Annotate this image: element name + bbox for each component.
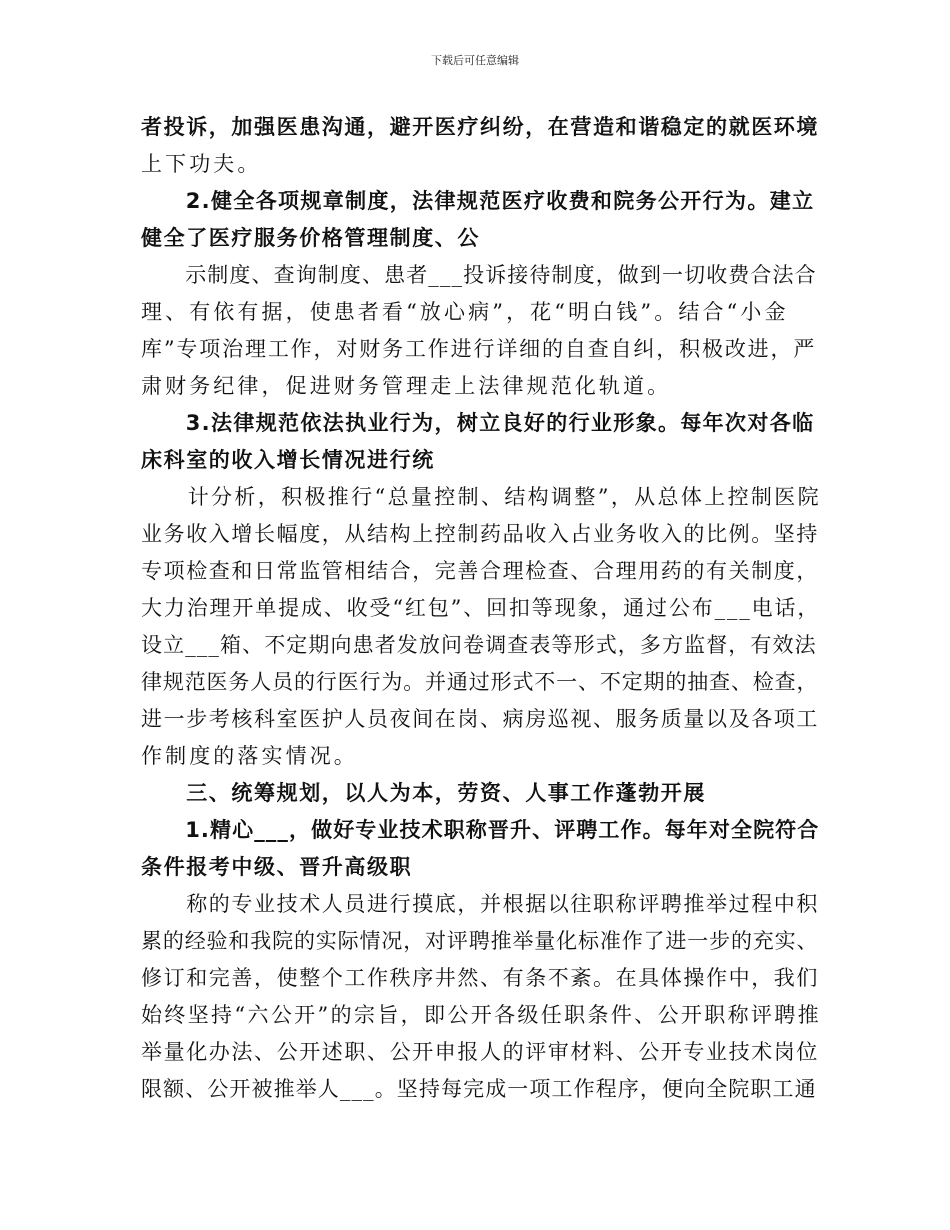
text-line: 称的专业技术人员进行摸底，并根据以往职称评聘推举过程中积 <box>141 892 819 916</box>
text-line: 床科室的收入增长情况进行统 <box>141 448 435 472</box>
text-line: 律规范医务人员的行医行为。并通过形式不一、不定期的抽查、检查， <box>141 670 819 694</box>
text-line: 示制度、查询制度、患者___投诉接待制度，做到一切收费合法合 <box>141 263 817 287</box>
text-line: 进一步考核科室医护人员夜间在岗、病房巡视、服务质量以及各项工 <box>141 707 819 731</box>
text-line: 累的经验和我院的实际情况，对评聘推举量化标准作了进一步的充实、 <box>141 929 819 953</box>
text-line: 专项检查和日常监管相结合，完善合理检查、合理用药的有关制度， <box>141 559 819 583</box>
text-line: 限额、公开被推举人___。坚持每完成一项工作程序，便向全院职工通 <box>141 1077 817 1101</box>
text-line: 作制度的落实情况。 <box>141 744 358 768</box>
text-line: 肃财务纪律，促进财务管理走上法律规范化轨道。 <box>141 374 672 398</box>
text-line: 1.精心___，做好专业技术职称晋升、评聘工作。每年对全院符合 <box>141 818 820 842</box>
text-line: 条件报考中级、晋升高级职 <box>141 855 413 879</box>
text-line: 健全了医疗服务价格管理制度、公 <box>141 226 480 250</box>
text-line: 始终坚持“六公开”的宗旨，即公开各级任职条件、公开职称评聘推 <box>141 1003 821 1027</box>
text-line: 三、统筹规划，以人为本，劳资、人事工作蓬勃开展 <box>141 781 706 805</box>
text-line: 者投诉，加强医患沟通，避开医疗纠纷，在营造和谐稳定的就医环境 <box>141 115 819 139</box>
text-line: 设立___箱、不定期向患者发放问卷调查表等形式，多方监督，有效法 <box>141 633 817 657</box>
text-line: 上下功夫。 <box>141 152 262 176</box>
text-line: 理、有依有据，使患者看“放心病”，花“明白钱”。结合“小金 <box>141 300 789 324</box>
page-header: 下载后可任意编辑 <box>431 54 519 67</box>
text-line: 2.健全各项规章制度，法律规范医疗收费和院务公开行为。建立 <box>141 189 815 213</box>
text-line: 修订和完善，使整个工作秩序井然、有条不紊。在具体操作中，我们 <box>141 966 819 990</box>
text-line: 计分析，积极推行“总量控制、结构调整”，从总体上控制医院 <box>141 485 821 509</box>
text-line: 大力治理开单提成、收受“红包”、回扣等现象，通过公布___电话， <box>141 596 821 620</box>
text-line: 业务收入增长幅度，从结构上控制药品收入占业务收入的比例。坚持 <box>141 522 819 546</box>
text-line: 库”专项治理工作，对财务工作进行详细的自查自纠，积极改进，严 <box>141 337 817 361</box>
text-line: 3.法律规范依法执业行为，树立良好的行业形象。每年次对各临 <box>141 411 815 435</box>
text-line: 举量化办法、公开述职、公开申报人的评审材料、公开专业技术岗位 <box>141 1040 819 1064</box>
document-body <box>141 109 821 1108</box>
